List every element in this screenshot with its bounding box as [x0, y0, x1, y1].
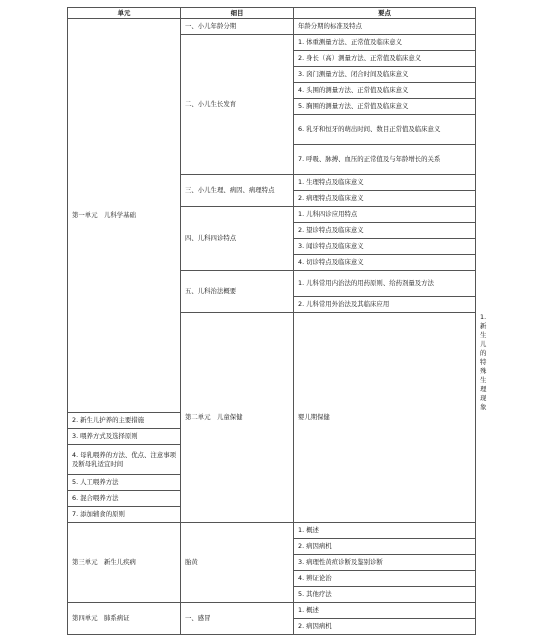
point-cell: 4. 辨证论治 — [294, 571, 476, 587]
unit-cell: 第三单元 新生儿疾病 — [68, 523, 181, 603]
header-item: 细目 — [181, 8, 294, 19]
point-cell: 3. 闻诊特点及临床意义 — [294, 239, 476, 255]
table-row: 第二单元 儿童保健 婴儿期保健 1. 新生儿的特殊生理现象 — [68, 313, 476, 413]
point-cell: 2. 身长（高）测量方法、正常值及临床意义 — [294, 51, 476, 67]
point-cell: 3. 囟门测量方法、闭合时间及临床意义 — [294, 67, 476, 83]
point-cell: 2. 望诊特点及临床意义 — [294, 223, 476, 239]
point-cell: 7. 呼吸、脉搏、血压的正常值及与年龄增长的关系 — [294, 145, 476, 175]
unit-cell: 第二单元 儿童保健 — [181, 313, 294, 523]
header-row — [68, 8, 476, 19]
table-row — [68, 603, 476, 619]
point-cell: 2. 病理特点及临床意义 — [294, 191, 476, 207]
point-cell: 2. 病因病机 — [294, 539, 476, 555]
point-cell: 7. 添加辅食的原则 — [68, 507, 181, 523]
point-cell: 3. 病理性黄疸诊断及鉴别诊断 — [294, 555, 476, 571]
header-point: 要点 — [294, 8, 476, 19]
syllabus-page — [67, 7, 487, 635]
point-cell: 1. 体重测量方法、正常值及临床意义 — [294, 35, 476, 51]
unit-cell: 第一单元 儿科学基础 — [68, 19, 181, 413]
item-cell: 五、儿科治法概要 — [181, 271, 294, 313]
point-cell: 5. 人工喂养方法 — [68, 475, 181, 491]
point-cell: 1. 概述 — [294, 603, 476, 619]
item-cell: 一、小儿年龄分期 — [181, 19, 294, 35]
item-cell: 三、小儿生理、病因、病理特点 — [181, 175, 294, 207]
item-cell: 一、感冒 — [181, 603, 294, 635]
point-cell: 1. 概述 — [294, 523, 476, 539]
point-cell: 2. 新生儿护养的主要措施 — [68, 413, 181, 429]
point-cell: 2. 病因病机 — [294, 619, 476, 635]
item-cell: 婴儿期保健 — [294, 313, 476, 523]
table-row — [68, 19, 476, 35]
syllabus-table — [67, 7, 487, 635]
point-cell: 5. 其他疗法 — [294, 587, 476, 603]
item-cell: 四、儿科四诊特点 — [181, 207, 294, 271]
item-cell: 二、小儿生长发育 — [181, 35, 294, 175]
header-unit: 单元 — [68, 8, 181, 19]
point-cell: 6. 乳牙和恒牙的萌出时间、数目正常值及临床意义 — [294, 115, 476, 145]
item-cell: 胎黄 — [181, 523, 294, 603]
point-cell: 1. 儿科四诊应用特点 — [294, 207, 476, 223]
point-cell: 3. 喂养方式及选择原则 — [68, 429, 181, 445]
point-cell: 年龄分期的标准及特点 — [294, 19, 476, 35]
table-row — [68, 523, 476, 539]
point-cell: 4. 切诊特点及临床意义 — [294, 255, 476, 271]
point-cell: 1. 儿科常用内治法的用药原则、给药剂量及方法 — [294, 271, 476, 297]
point-cell: 4. 母乳喂养的方法、优点、注意事项及断母乳适宜时间 — [68, 445, 181, 475]
point-cell: 6. 混合喂养方法 — [68, 491, 181, 507]
point-cell: 1. 生理特点及临床意义 — [294, 175, 476, 191]
point-cell: 2. 儿科常用外治法及其临床应用 — [294, 297, 476, 313]
point-cell: 5. 胸围的测量方法、正常值及临床意义 — [294, 99, 476, 115]
unit-cell: 第四单元 肺系病证 — [68, 603, 181, 635]
point-cell: 4. 头围的测量方法、正常值及临床意义 — [294, 83, 476, 99]
